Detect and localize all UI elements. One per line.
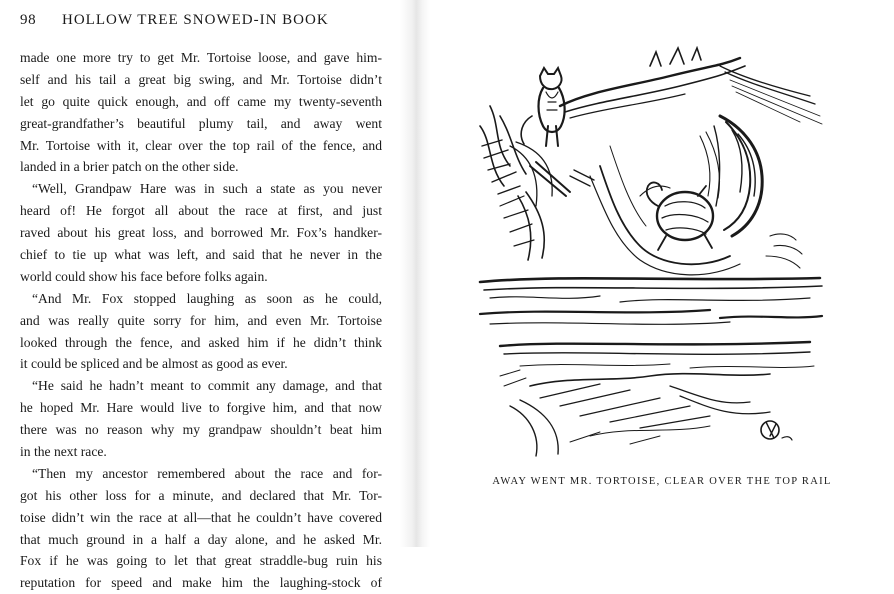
text-line: chief to tie up what was left, and said that he never in the: [20, 247, 382, 263]
text-line: there was no reason why my grandpaw shouldn’t beat him: [20, 422, 382, 438]
text-line: “He said he hadn’t meant to commit any damage, and that: [32, 378, 382, 394]
text-line: Mr. Tortoise with it, clear over the top rail of the fence, and: [20, 137, 382, 153]
text-line: reputation for speed and make him the laughing-stock of: [20, 575, 382, 591]
text-line: let go quite quick enough, and off came my twenty-seventh: [20, 93, 382, 109]
text-line: “Then my ancestor remembered about the race and for-: [32, 465, 382, 481]
illustration-caption: AWAY WENT MR. TORTOISE, CLEAR OVER THE TOP RAIL: [492, 476, 832, 487]
text-line: raved about his great loss, and borrowed Mr. Fox’s handker-: [20, 225, 382, 241]
text-line: looked through the fence, and asked him if he didn’t think: [20, 334, 382, 350]
text-line: great-grandfather’s beautiful plumy tail, and away went: [20, 115, 382, 131]
text-line: that much ground in a half a day alone, and he asked Mr.: [20, 531, 382, 547]
text-line: in the next race.: [20, 444, 107, 460]
text-line: world could show his face before folks again.: [20, 268, 268, 284]
text-line: made one more try to get Mr. Tortoise loose, and gave him-: [20, 50, 382, 65]
book-title: HOLLOW TREE SNOWED-IN BOOK: [62, 12, 329, 28]
text-line: got his other loss for a minute, and declared that Mr. Tor-: [20, 487, 382, 503]
body-text: [20, 47, 382, 594]
text-line: toise didn’t win the race at all—that he couldn’t have covered: [20, 509, 382, 525]
text-line: he hoped Mr. Hare would live to forgive him, and that now: [20, 400, 382, 416]
text-line: Fox if he was going to let that great straddle-bug ruin his: [20, 553, 382, 569]
text-line: heard of! He forgot all about the race at first, and just: [20, 203, 382, 219]
left-page: [0, 0, 400, 591]
text-line: self and his tail a great big swing, and Mr. Tortoise didn’t: [20, 71, 382, 87]
right-page: [430, 0, 894, 547]
pen-ink-illustration: [470, 46, 842, 466]
text-line: and was really quite sorry for him, and even Mr. Tortoise: [20, 312, 382, 328]
text-line: “Well, Grandpaw Hare was in such a state as you never: [32, 181, 382, 197]
book-gutter: [400, 0, 430, 547]
running-head: [20, 12, 390, 34]
text-line: “And Mr. Fox stopped laughing as soon as he could,: [32, 290, 382, 306]
text-line: landed in a brier patch on the other side.: [20, 159, 239, 175]
text-line: it could be spliced and be almost as good as ever.: [20, 356, 288, 372]
page-number: 98: [20, 12, 37, 28]
